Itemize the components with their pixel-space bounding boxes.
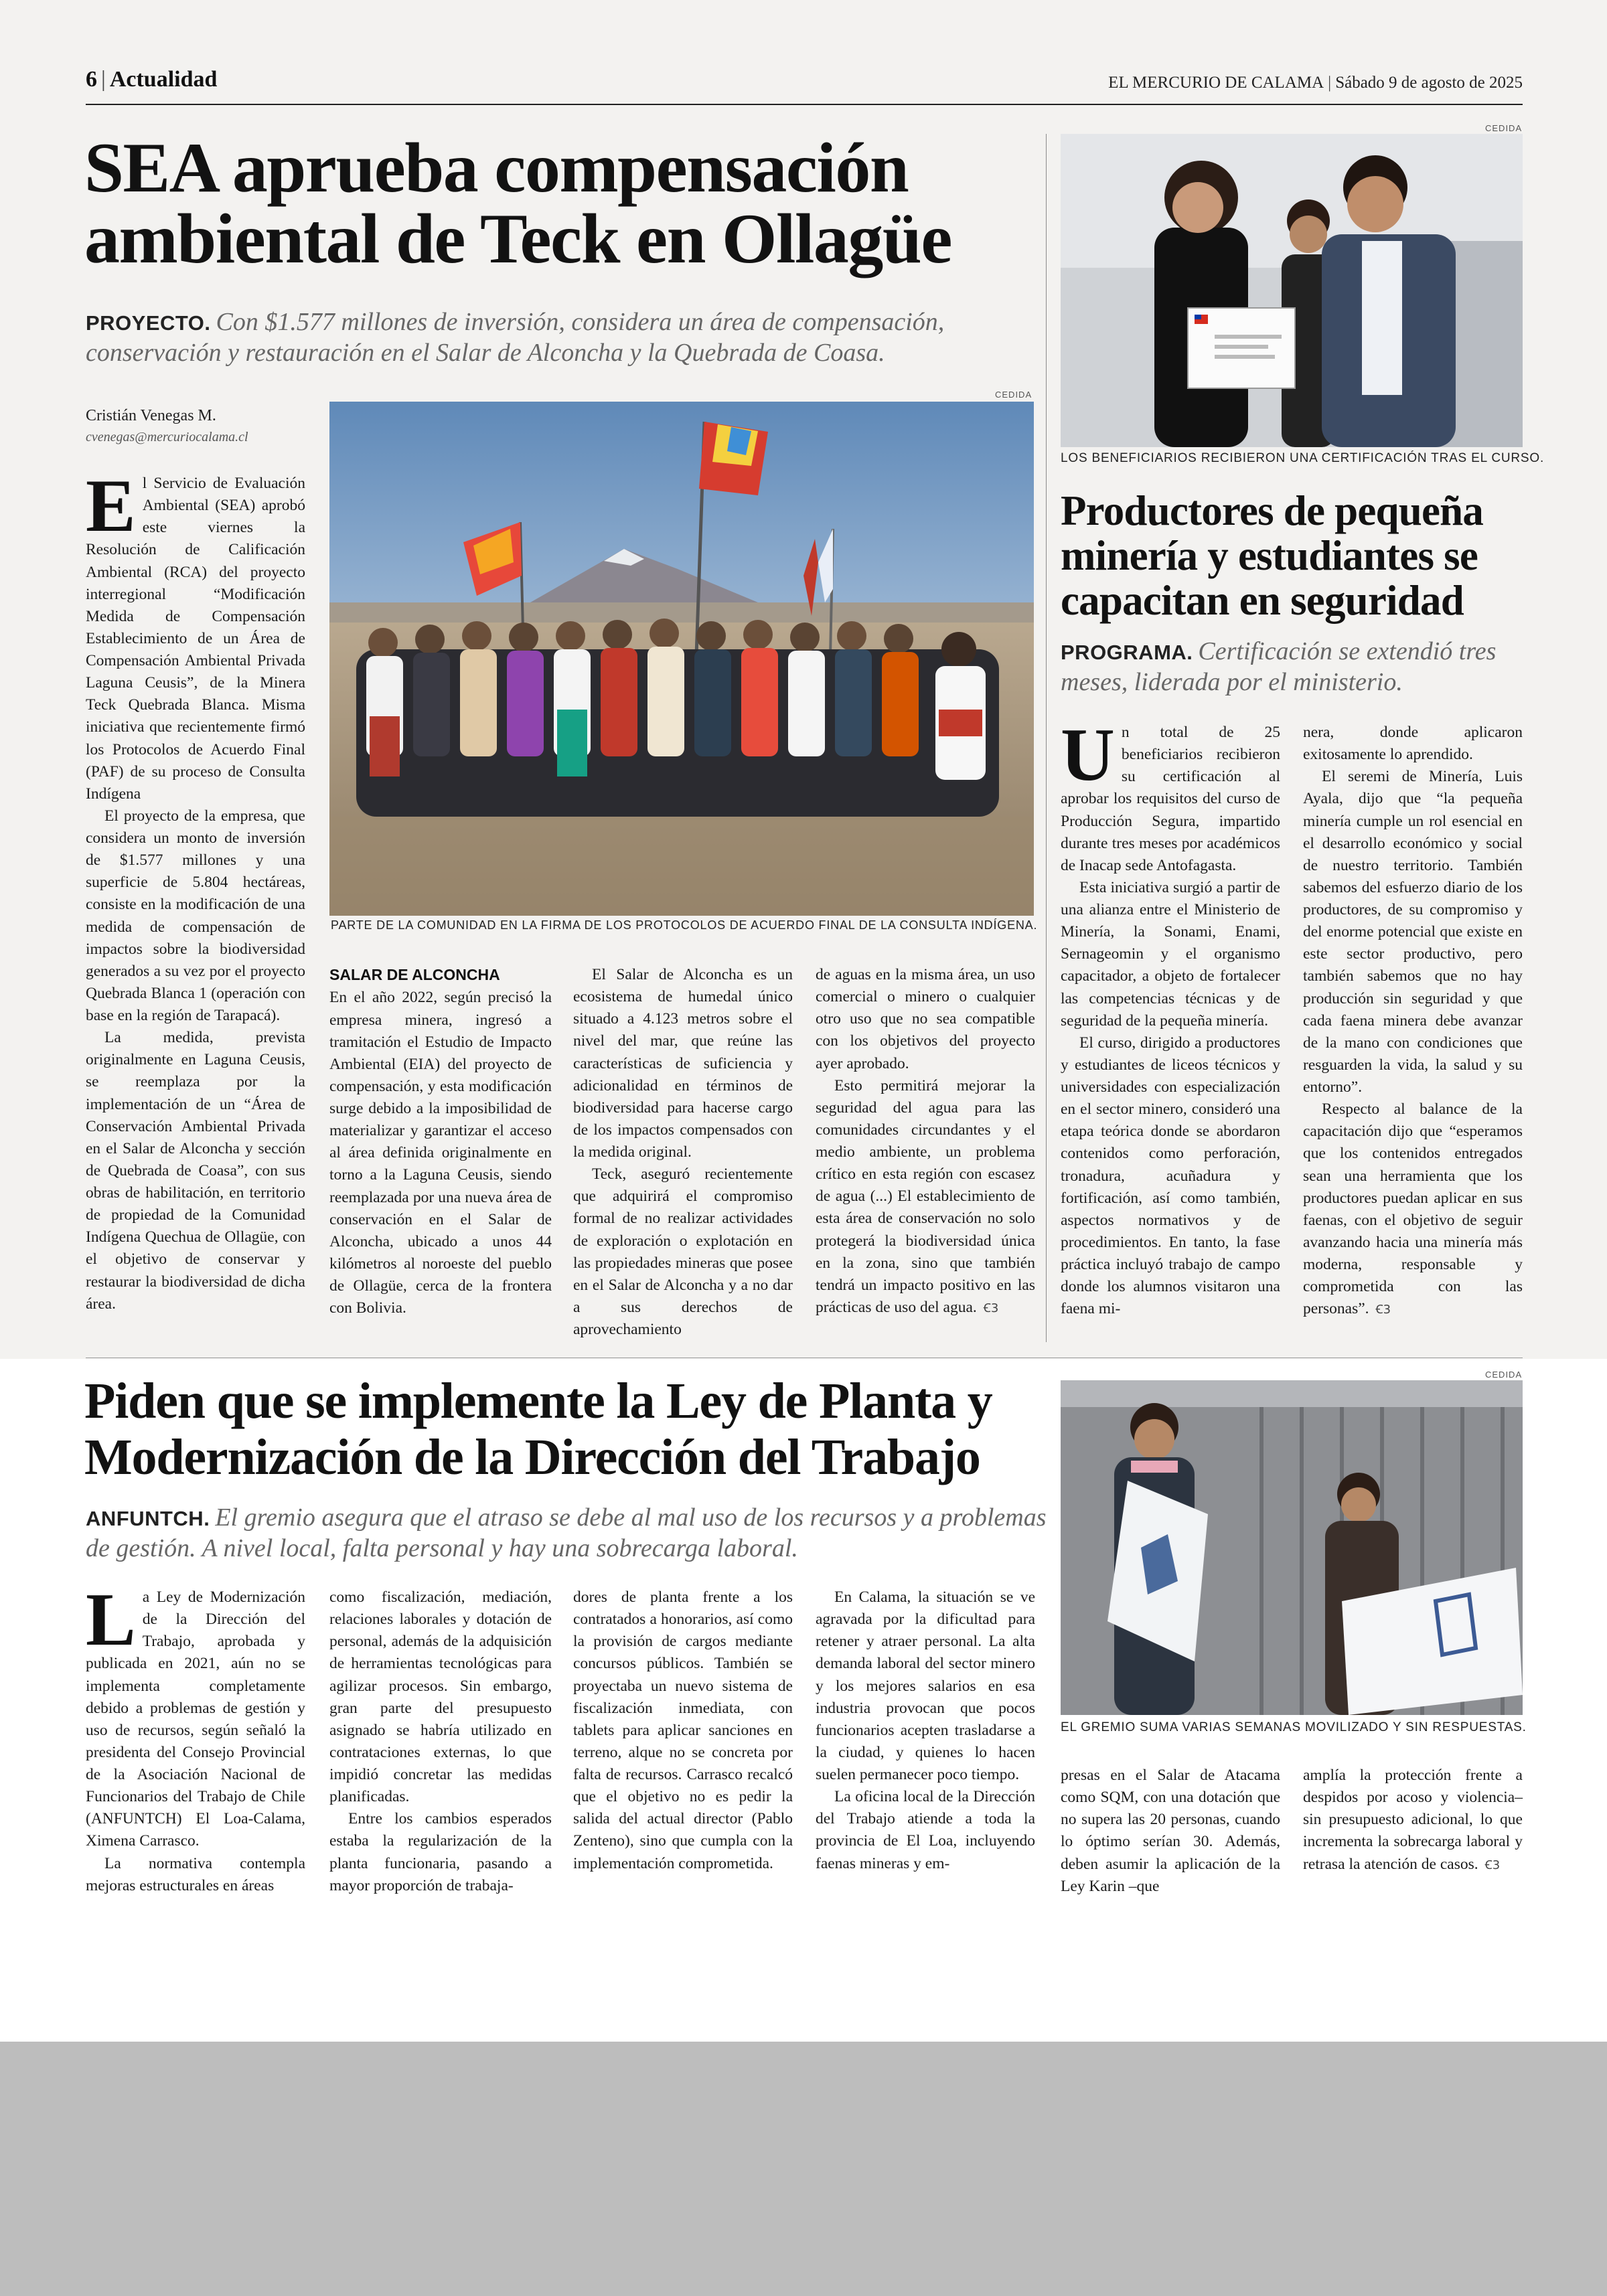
article3-col5-p1: presas en el Salar de Atacama como SQM, con una dotación que no supera las 20 personas, cuando lo óptimo serían 30. Además, deben asumir la aplicación de la Ley Karin –que: [1061, 1767, 1280, 1895]
article3-lead: [86, 1502, 1050, 1564]
column-divider: [1046, 134, 1047, 1342]
article3-headline-line2: Modernización de la Dirección del Trabajo: [84, 1428, 980, 1485]
article2-column-2: [1303, 722, 1523, 1320]
publication-name: EL MERCURIO DE CALAMA: [1108, 74, 1324, 92]
article1-photo-caption: PARTE DE LA COMUNIDAD EN LA FIRMA DE LOS PROTOCOLOS DE ACUERDO FINAL DE LA CONSULTA INDÍGENA.: [331, 918, 1038, 932]
article1-col4-p1: de aguas en la misma área, un uso comercial o minero o cualquier otro uso que no sea compatible con los objetivos del proyecto ayer aprobado.: [816, 966, 1035, 1072]
article3-column-6: [1303, 1765, 1523, 1876]
article3-lead-text: El gremio asegura que el atraso se debe al mal uso de los recursos y a problemas de gestión. A nivel local, falta personal y hay una sobrecarga laboral.: [86, 1503, 1047, 1563]
article2-col1-p2: Esta iniciativa surgió a partir de una alianza entre el Ministerio de Minería, la Sonami, Enami, Sernageomin y el organismo capacitador, a objeto de fortalecer las competencias técnicas y de seguridad de la pequeña minería.: [1061, 878, 1280, 1030]
protest-photo: [1061, 1380, 1523, 1715]
article2-col2-p1: nera, donde aplicaron exitosamente lo aprendido.: [1303, 724, 1523, 764]
article2-headline: [1061, 489, 1529, 623]
article1-headline: [84, 129, 1049, 278]
certification-photo: [1061, 134, 1523, 447]
article2-headline-line3: capacitan en seguridad: [1061, 576, 1464, 624]
article3-dropcap: L: [86, 1578, 136, 1661]
article3-col6-p1: amplía la protección frente a despidos por acoso y violencia– sin presupuesto adicional, lo que incrementa la sobrecarga laboral y retrasa la atención de casos.: [1303, 1767, 1523, 1873]
article1-col1-p1: l Servicio de Evaluación Ambiental (SEA) aprobó este viernes la Resolución de Calificación Ambiental (RCA) del proyecto interregional “Modificación Medida de Compensación Establecimiento de un Área de Compensación Ambiental Privada Laguna Ceusis”, de la Minera Teck Quebrada Blanca. Misma iniciativa que recientemente firmó los Protocolos de Acuerdo Final (PAF) de su proceso de Consulta Indígena: [86, 475, 305, 803]
article1-dropcap: E: [86, 465, 136, 548]
article1-subhead: SALAR DE ALCONCHA: [329, 966, 500, 983]
article3-headline: [84, 1374, 1049, 1485]
article2-kicker: PROGRAMA.: [1061, 641, 1193, 664]
article1-headline-line2: ambiental de Teck en Ollagüe: [84, 199, 951, 278]
article1-column-1: [86, 465, 305, 1315]
article3-col1-p2: La normativa contempla mejoras estructurales en áreas: [86, 1854, 305, 1894]
page-number: 6: [86, 67, 97, 92]
publication-date: Sábado 9 de agosto de 2025: [1335, 74, 1523, 92]
article2-col1-p1: n total de 25 beneficiarios recibieron su certificación al aprobar los requisitos del curso de Producción Segura, impartido durante tres meses por académicos de Inacap sede Antofagasta.: [1061, 724, 1280, 874]
article3-column-1: [86, 1578, 305, 1897]
article1-column-4: [816, 964, 1035, 1319]
article2-col1-p3: El curso, dirigido a productores y estudiantes de liceos técnicos y universidades con especialización en el sector minero, consideró una etapa teórica donde se abordaron contenidos como perforación, tronadura, acuñadura y fortificación, así como también, aspectos normativos y de procedimientos. En tanto, la fase práctica incluyó trabajo de campo donde los alumnos visitaron una faena mi-: [1061, 1034, 1280, 1318]
article2-photo-caption: LOS BENEFICIARIOS RECIBIERON UNA CERTIFICACIÓN TRAS EL CURSO.: [1061, 451, 1545, 465]
article1-col3-p2: Teck, aseguró recientemente que adquirirá el compromiso formal de no realizar actividades de exploración o explotación en las propiedades mineras que posee en el Salar de Alconcha y a no dar a sus derechos de aprovechamiento: [573, 1165, 793, 1338]
article1-col4-p2: Esto permitirá mejorar la seguridad del agua para las comunidades circundantes y el medio ambiente, un problema crítico en esta región con escasez de agua (...) El establecimiento de esta área de conservación no solo protegerá la biodiversidad única en la zona, sino que también tendrá un impacto positivo en las prácticas de uso del agua.: [816, 1076, 1035, 1316]
article2-headline-line1: Productores de pequeña: [1061, 487, 1484, 534]
protest-photo-illustration: [1061, 1380, 1523, 1715]
article3-col4-p2: La oficina local de la Dirección del Trabajo atiende a toda la provincia de El Loa, incluyendo faenas mineras y em-: [816, 1788, 1035, 1872]
article3-column-5: [1061, 1765, 1280, 1898]
article3-col4-p1: En Calama, la situación se ve agravada por la dificultad para retener y atraer personal. La alta demanda laboral del sector minero y los mejores salarios en esa industria provocan que pocos funcionarios acepten trasladarse a la ciudad, y quienes lo hacen suelen permanecer poco tiempo.: [816, 1588, 1035, 1783]
article1-headline-line1: SEA aprueba compensación: [84, 129, 909, 207]
article1-author-email: cvenegas@mercuriocalama.cl: [86, 430, 248, 444]
section-name: Actualidad: [109, 67, 218, 92]
article3-column-4: [816, 1586, 1035, 1875]
article1-col1-p3: La medida, prevista originalmente en Laguna Ceusis, se reemplaza por la implementación de un “Área de Conservación Ambiental Privada en el Salar de Alconcha y sección de Quebrada de Coasa”, con sus obras de habilitación, en territorio de propiedad de la Comunidad Indígena Quechua de Ollagüe, con el objetivo de conservar y restaurar la biodiversidad de dicha área.: [86, 1029, 305, 1313]
article3-col2-p2: Entre los cambios esperados estaba la regularización de la planta funcionaria, pasando a mayor proporción de trabaja-: [329, 1810, 552, 1894]
header-rule: [86, 104, 1523, 105]
article2-col2-p2: El seremi de Minería, Luis Ayala, dijo que “la pequeña minería cumple un rol esencial en el desarrollo económico y social de nuestro territorio. También sabemos del esfuerzo diario de los productores, de su compromiso y del enorme potencial que existe en este sector productivo, pero también sabemos que no hay producción sin seguridad y que cada faena minera debe avanzar de la mano con condiciones que resguarden la vida, la salud y su entorno”.: [1303, 768, 1523, 1096]
certification-photo-illustration: [1061, 134, 1523, 447]
article1-col3-p1: El Salar de Alconcha es un ecosistema de humedal único situado a 4.123 metros sobre el nivel del mar, que reúne las características de suficiencia y adicionalidad en términos de biodiversidad para hacerse cargo de los impactos compensados con la medida original.: [573, 966, 793, 1161]
article1-end-mark: Ꞓ3: [983, 1301, 999, 1315]
article3-column-3: [573, 1586, 793, 1875]
page-section-header: 6 | Actualidad: [86, 67, 218, 92]
publication-dateline: EL MERCURIO DE CALAMA | Sábado 9 de agosto de 2025: [1108, 74, 1523, 92]
article3-headline-line1: Piden que se implemente la Ley de Planta y: [84, 1373, 992, 1429]
article2-lead: [1061, 636, 1503, 698]
article1-col2-p1: En el año 2022, según precisó la empresa minera, ingresó a tramitación el Estudio de Impacto Ambiental (EIA) del proyecto de compensación, y esta modificación surge debido a la imposibilidad de materializar y garantizar el acceso al área definida originalmente en torno a la Laguna Ceusis, siendo reemplazada por una nueva área de conservación en el Salar de Alconcha, ubicado a unos 44 kilómetros al noroeste del pueblo de Ollagüe, cerca de la frontera con Bolivia.: [329, 989, 552, 1317]
article3-column-2: [329, 1586, 552, 1897]
article3-col3-p1: dores de planta frente a los contratados a honorarios, así como la provisión de cargos mediante concursos públicos. También se proyectaba un nuevo sistema de fiscalización inmediata, con tablets para aplicar sanciones en terreno, alque no se concreta por falta de recursos. Carrasco recalcó que el objetivo no es pedir la salida del actual director (Pablo Zenteno), sino que cumpla con la implementación comprometida.: [573, 1588, 793, 1872]
article2-dropcap: U: [1061, 714, 1115, 797]
article3-col1-p1: a Ley de Modernización de la Dirección del Trabajo, aprobada y publicada en 2021, aún no se implementa completamente debido a problemas de gestión y uso de recursos, según señaló la presidenta del Consejo Provincial de la Asociación Nacional de Funcionarios del Trabajo de Chile (ANFUNTCH) El Loa-Calama, Ximena Carrasco.: [86, 1588, 305, 1850]
article3-kicker: ANFUNTCH.: [86, 1507, 210, 1530]
community-photo-illustration: [329, 402, 1034, 916]
article3-col2-p1: como fiscalización, mediación, relaciones laborales y dotación de personal, además de la adquisición de herramientas tecnológicas para agilizar procesos. Sin embargo, gran parte del presupuesto asignado se habría utilizado en contrataciones externas, lo que impidió concretar las medidas planificadas.: [329, 1588, 552, 1806]
article2-headline-line2: minería y estudiantes se: [1061, 531, 1478, 579]
article1-column-2: [329, 964, 552, 1319]
article1-photo-credit: CEDIDA: [995, 390, 1032, 400]
article3-photo-credit: CEDIDA: [1485, 1370, 1523, 1380]
article2-col2-p3: Respecto al balance de la capacitación dijo que “esperamos que los contenidos entregados sean una herramienta que los productores puedan aplicar en sus faenas, con el objetivo de seguir avanzando hacia una minería más moderna, responsable y comprometida con las personas”.: [1303, 1100, 1523, 1318]
article2-lead-text: Certificación se extendió tres meses, liderada por el ministerio.: [1061, 637, 1497, 697]
article1-col1-p2: El proyecto de la empresa, que considera un monto de inversión de $1.577 millones y una superficie de 5.804 hectáreas, consiste en la modificación de una medida de compensación de impactos sobre la biodiversidad generados a su vez por el proyecto Quebrada Blanca 1 (operación con base en la región de Tarapacá).: [86, 807, 305, 1024]
article1-lead: [86, 307, 1043, 369]
article2-column-1: [1061, 714, 1280, 1320]
article3-end-mark: Ꞓ3: [1484, 1858, 1501, 1872]
article1-lead-text: Con $1.577 millones de inversión, considera un área de compensación, conservación y restauración en el Salar de Alconcha y la Quebrada de Coasa.: [86, 308, 945, 367]
article3-photo-caption: EL GREMIO SUMA VARIAS SEMANAS MOVILIZADO Y SIN RESPUESTAS.: [1061, 1720, 1527, 1734]
article2-end-mark: Ꞓ3: [1375, 1303, 1391, 1317]
article2-photo-credit: CEDIDA: [1485, 123, 1523, 133]
article1-column-3: [573, 964, 793, 1341]
article1-author: Cristián Venegas M.: [86, 407, 216, 424]
article1-kicker: PROYECTO.: [86, 311, 211, 335]
community-group-photo: [329, 402, 1034, 916]
